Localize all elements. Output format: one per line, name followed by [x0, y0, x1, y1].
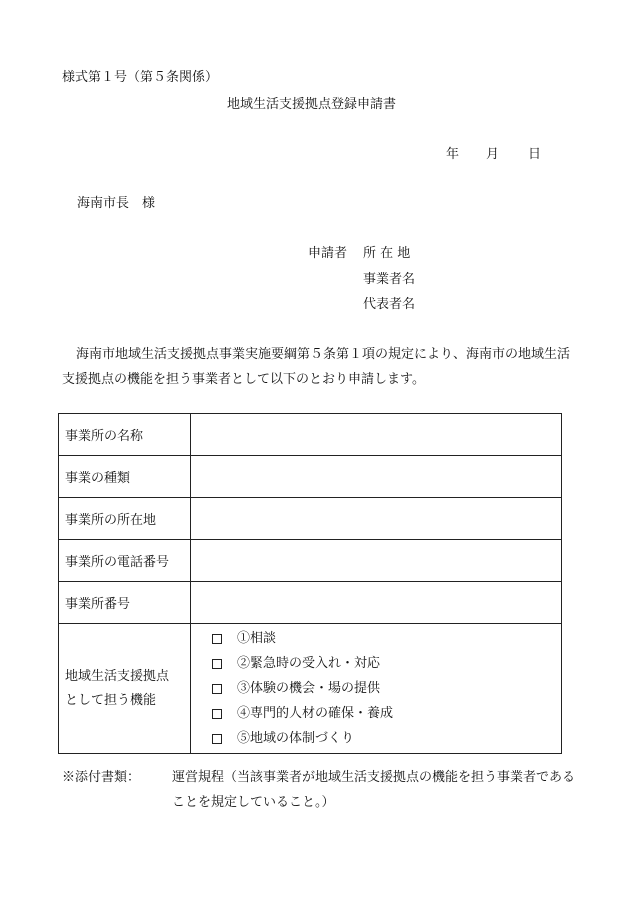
functions-checklist — [197, 626, 555, 751]
functions-cell — [191, 624, 562, 754]
applicant-address-label: 所 在 地 — [363, 246, 411, 261]
application-statement: 海南市地域生活支援拠点事業実施要綱第５条第１項の規定により、海南市の地域生活支援拠点の機能を担う事業者として以下のとおり申請します。 — [62, 347, 571, 387]
row-label-facility-number: 事業所番号 — [59, 582, 191, 624]
function-item-community[interactable] — [212, 726, 555, 751]
date-year-field: 年 — [446, 147, 460, 162]
function-label: ③体験の機会・場の提供 — [237, 681, 381, 696]
checkbox-icon[interactable] — [212, 659, 222, 669]
row-label-business-type: 事業の種類 — [59, 456, 191, 498]
addressee: 海南市長 様 — [77, 196, 156, 211]
function-label: ④専門的人材の確保・養成 — [237, 706, 394, 721]
facility-number-field[interactable] — [191, 582, 562, 624]
document-title: 地域生活支援拠点登録申請書 — [227, 97, 397, 112]
facility-address-field[interactable] — [191, 498, 562, 540]
applicant-representative-label: 代表者名 — [363, 297, 416, 312]
function-item-emergency[interactable] — [212, 651, 555, 676]
applicant-business-name-label: 事業者名 — [363, 272, 416, 287]
table-row — [59, 582, 562, 624]
checkbox-icon[interactable] — [212, 709, 222, 719]
date-month-field: 月 — [486, 147, 500, 162]
attachment-text-line1: 運営規程（当該事業者が地域生活支援拠点の機能を担う事業者である — [172, 770, 576, 785]
attachment-text-line2: ことを規定していること。） — [172, 795, 335, 810]
function-label: ⑤地域の体制づくり — [237, 731, 355, 746]
business-type-field[interactable] — [191, 456, 562, 498]
form-number: 様式第１号（第５条関係） — [62, 70, 219, 85]
table-row — [59, 414, 562, 456]
facility-phone-field[interactable] — [191, 540, 562, 582]
checkbox-icon[interactable] — [212, 634, 222, 644]
function-label: ①相談 — [237, 631, 277, 646]
row-label-facility-name: 事業所の名称 — [59, 414, 191, 456]
table-row — [59, 456, 562, 498]
facility-name-field[interactable] — [191, 414, 562, 456]
checkbox-icon[interactable] — [212, 684, 222, 694]
attachment-label: ※添付書類： — [62, 770, 141, 785]
function-label: ②緊急時の受入れ・対応 — [237, 656, 381, 671]
date-day-field: 日 — [528, 147, 542, 162]
application-table — [58, 413, 562, 754]
table-row — [59, 624, 562, 754]
function-item-experience[interactable] — [212, 676, 555, 701]
functions-label-line1: 地域生活支援拠点 — [65, 668, 170, 684]
checkbox-icon[interactable] — [212, 734, 222, 744]
row-label-facility-phone: 事業所の電話番号 — [59, 540, 191, 582]
function-item-consultation[interactable] — [212, 626, 555, 651]
row-label-functions — [59, 624, 191, 754]
applicant-label: 申請者 — [308, 246, 348, 261]
functions-label-line2: として担う機能 — [65, 692, 157, 708]
table-row — [59, 540, 562, 582]
function-item-specialists[interactable] — [212, 701, 555, 726]
row-label-facility-address: 事業所の所在地 — [59, 498, 191, 540]
table-row — [59, 498, 562, 540]
